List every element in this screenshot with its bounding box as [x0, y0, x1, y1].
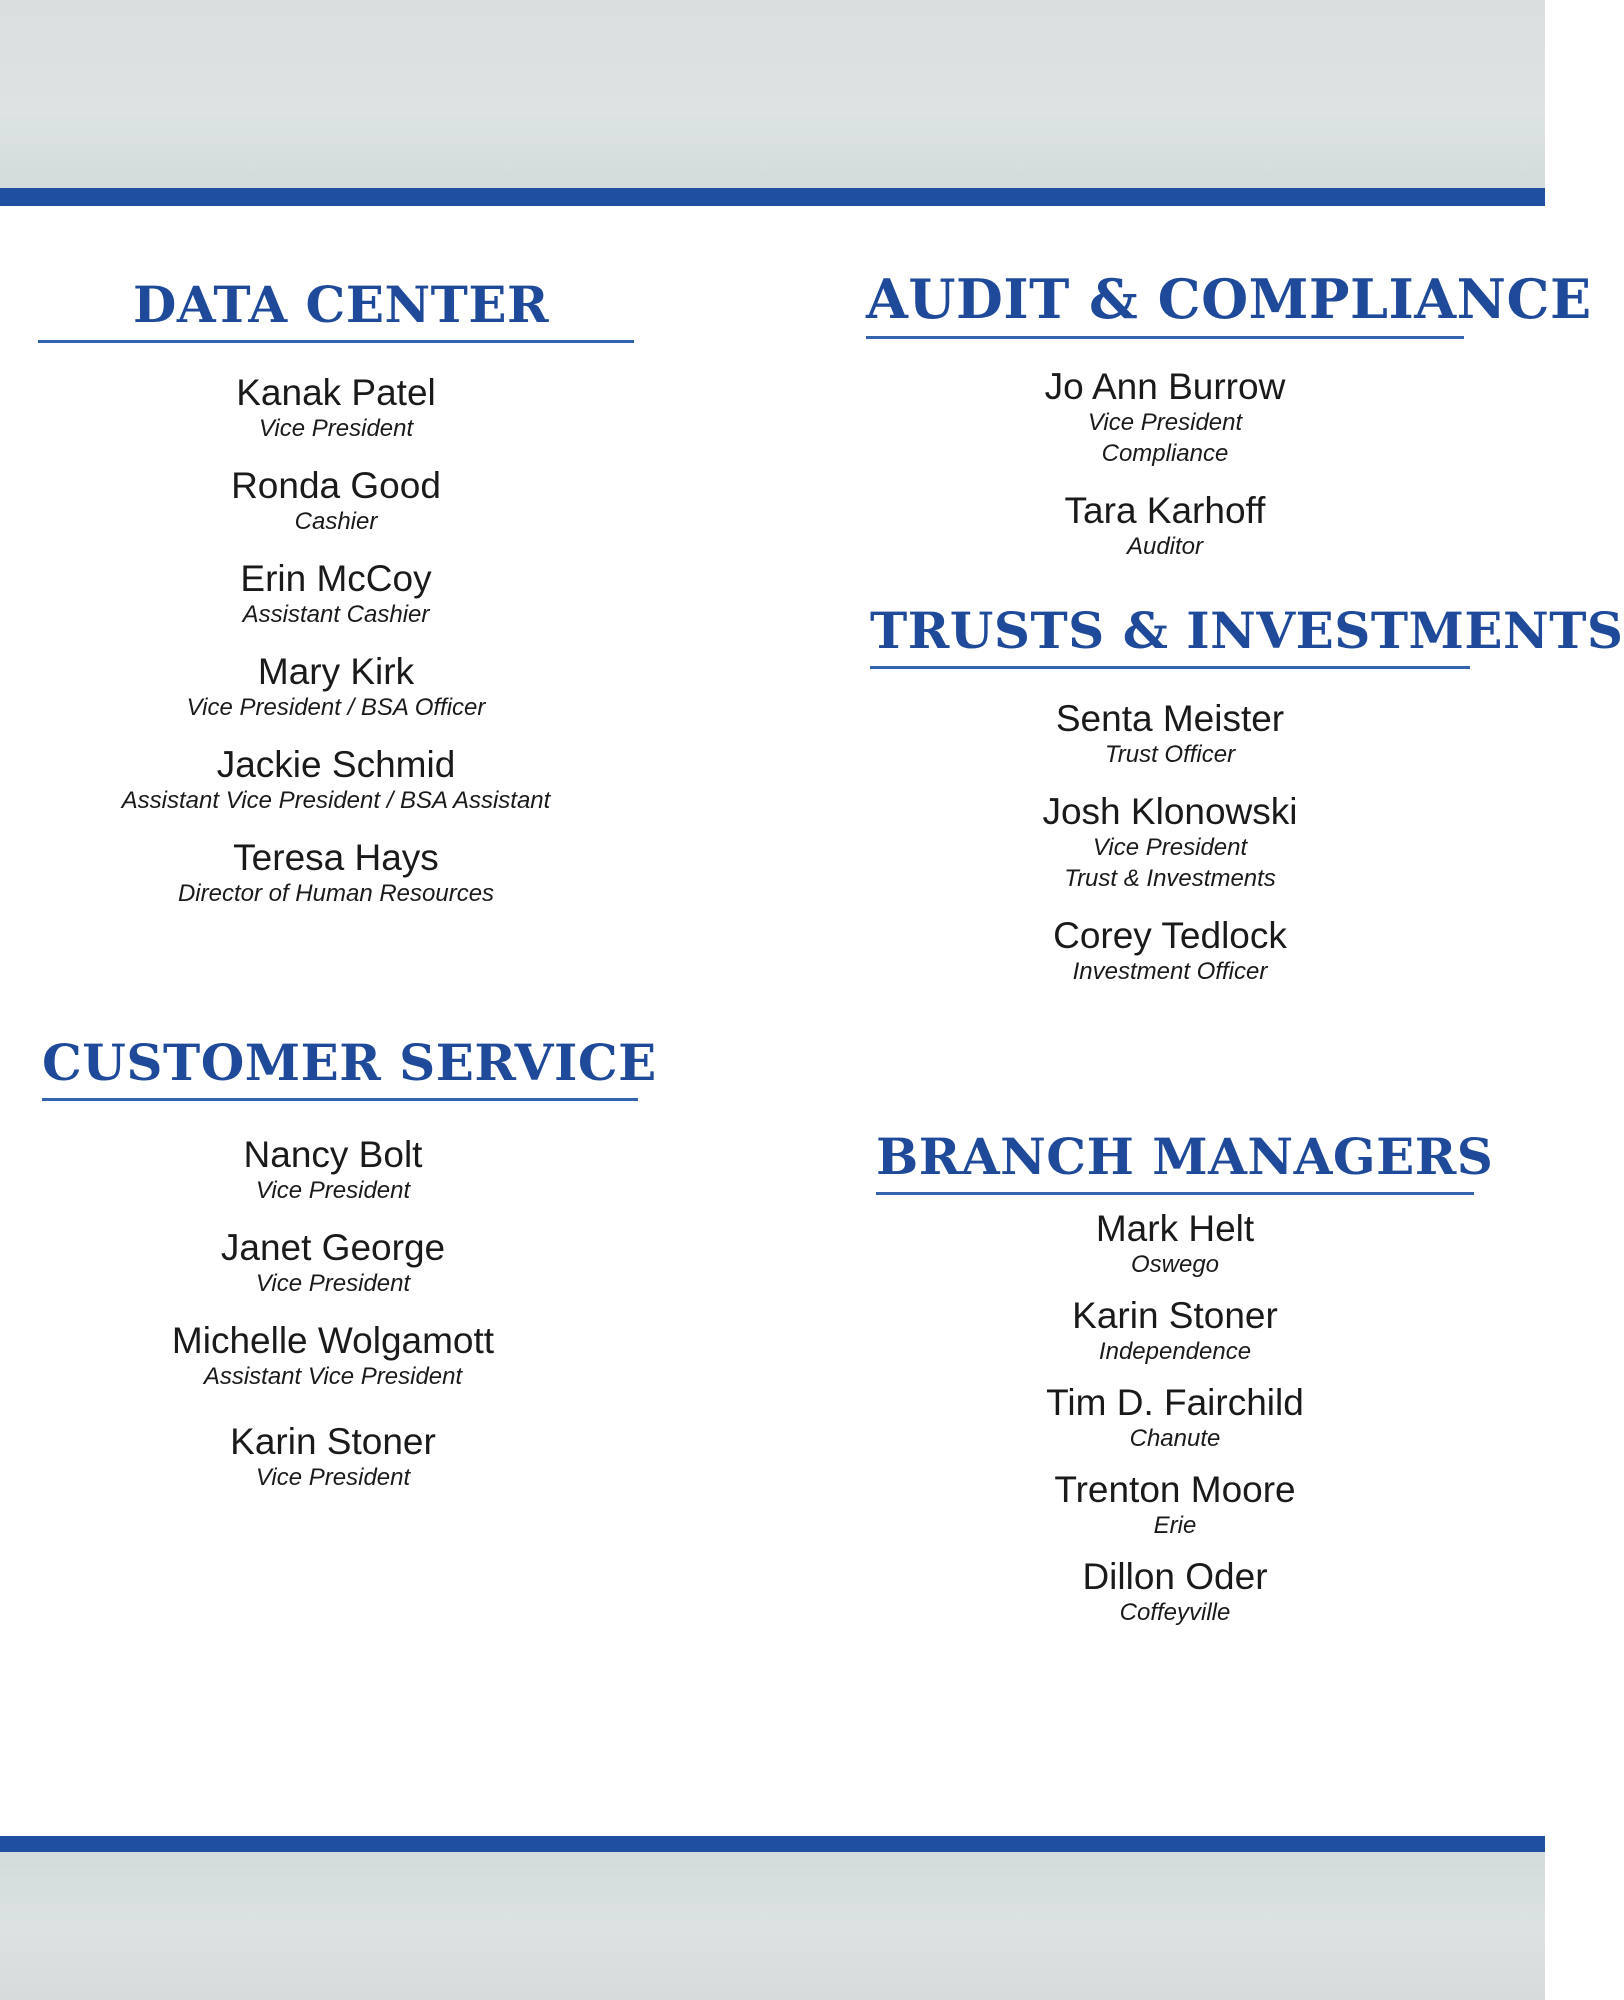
staff-entry — [38, 559, 634, 630]
staff-name: Jo Ann Burrow — [1044, 366, 1286, 407]
staff-title: Vice President — [258, 415, 414, 442]
staff-entry — [866, 367, 1464, 469]
staff-entry — [28, 1135, 638, 1206]
staff-location: Chanute — [1129, 1425, 1221, 1452]
staff-name: Teresa Hays — [233, 837, 439, 878]
section-title: DATA CENTER — [38, 280, 634, 343]
staff-name: Kanak Patel — [236, 372, 436, 413]
staff-name: Trenton Moore — [1054, 1469, 1296, 1510]
staff-title: Cashier — [294, 508, 378, 535]
staff-name: Karin Stoner — [230, 1421, 436, 1462]
staff-name: Dillon Oder — [1082, 1556, 1268, 1597]
staff-title: Vice President / BSA Officer — [186, 694, 486, 721]
staff-title: Assistant Cashier — [242, 601, 430, 628]
section-audit-compliance — [866, 267, 1592, 562]
staff-name: Jackie Schmid — [216, 744, 456, 785]
staff-title: Trust Officer — [1104, 741, 1236, 768]
section-customer-service — [42, 1033, 657, 1493]
staff-entry — [38, 652, 634, 723]
staff-title: Vice President — [1087, 409, 1243, 436]
staff-name: Tara Karhoff — [1064, 490, 1266, 531]
staff-name: Nancy Bolt — [243, 1134, 423, 1175]
section-title: AUDIT & COMPLIANCE — [866, 272, 1464, 339]
staff-location: Oswego — [1130, 1251, 1220, 1278]
footer-band — [0, 1852, 1545, 2000]
staff-title: Director of Human Resources — [177, 880, 495, 907]
staff-title: Auditor — [1126, 533, 1204, 560]
staff-entry — [876, 1383, 1474, 1454]
staff-name: Karin Stoner — [1072, 1295, 1278, 1336]
staff-name: Erin McCoy — [240, 558, 432, 599]
staff-entry — [28, 1228, 638, 1299]
staff-name: Janet George — [220, 1227, 446, 1268]
staff-entry — [866, 491, 1464, 562]
staff-entry — [876, 1557, 1474, 1628]
staff-entry — [38, 466, 634, 537]
staff-location: Erie — [1153, 1512, 1197, 1539]
staff-title: Assistant Vice President — [203, 1363, 463, 1390]
section-title: TRUSTS & INVESTMENTS — [870, 606, 1470, 669]
staff-name: Michelle Wolgamott — [171, 1320, 495, 1361]
header-band — [0, 0, 1545, 188]
staff-name: Corey Tedlock — [1053, 915, 1287, 956]
staff-title: Vice President — [1092, 834, 1248, 861]
section-trusts-investments — [870, 601, 1624, 987]
staff-name: Tim D. Fairchild — [1046, 1382, 1304, 1423]
section-data-center — [38, 275, 634, 909]
section-title: CUSTOMER SERVICE — [42, 1038, 638, 1101]
staff-name: Ronda Good — [231, 465, 441, 506]
staff-title: Vice President — [255, 1177, 411, 1204]
staff-entry — [38, 745, 634, 816]
staff-entry — [876, 1209, 1474, 1280]
staff-title: Investment Officer — [1072, 958, 1268, 985]
staff-title: Assistant Vice President / BSA Assistant — [121, 787, 551, 814]
staff-title-line2: Compliance — [1101, 440, 1229, 467]
staff-entry — [870, 916, 1470, 987]
staff-entry — [28, 1321, 638, 1392]
staff-entry — [38, 373, 634, 444]
staff-name: Mark Helt — [1095, 1208, 1255, 1249]
staff-name: Senta Meister — [1055, 698, 1285, 739]
staff-name: Mary Kirk — [257, 651, 415, 692]
staff-entry — [876, 1470, 1474, 1541]
staff-title: Vice President — [255, 1270, 411, 1297]
staff-entry — [870, 699, 1470, 770]
section-branch-managers — [876, 1127, 1494, 1628]
staff-entry — [38, 838, 634, 909]
staff-entry — [28, 1422, 638, 1493]
staff-entry — [876, 1296, 1474, 1367]
staff-title: Vice President — [255, 1464, 411, 1491]
staff-title-line2: Trust & Investments — [1064, 865, 1276, 892]
section-title: BRANCH MANAGERS — [876, 1132, 1474, 1195]
top-divider — [0, 188, 1545, 206]
staff-location: Independence — [1098, 1338, 1252, 1365]
staff-name: Josh Klonowski — [1042, 791, 1298, 832]
staff-entry — [870, 792, 1470, 894]
bottom-divider — [0, 1836, 1545, 1852]
staff-location: Coffeyville — [1119, 1599, 1231, 1626]
